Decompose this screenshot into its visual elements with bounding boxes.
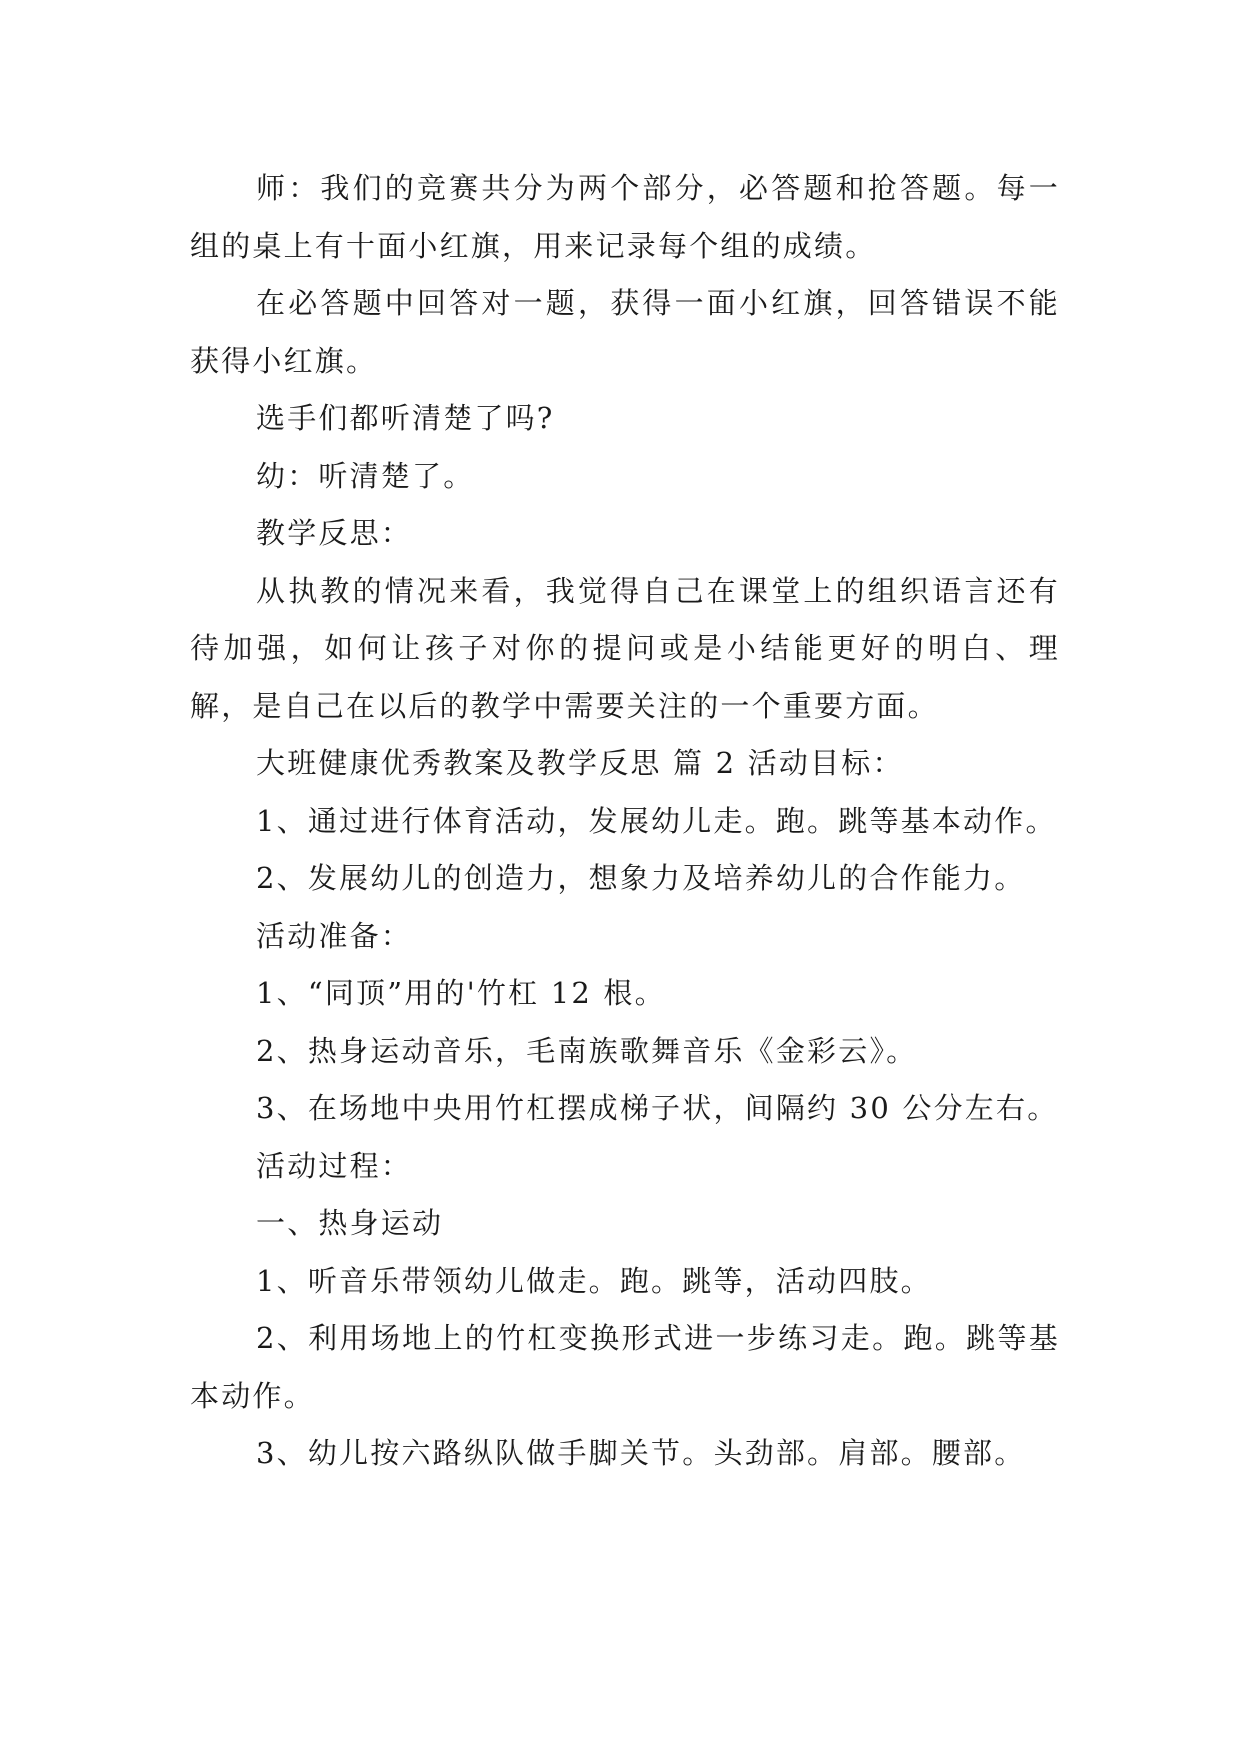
- list-item-warm-up-3: 3、幼儿按六路纵队做手脚关节。头劲部。肩部。腰部。: [256, 1436, 1026, 1470]
- list-item-preparation-2: 2、热身运动音乐，毛南族歌舞音乐《金彩云》。: [256, 1033, 918, 1068]
- heading-activity-preparation: 活动准备：: [256, 918, 413, 953]
- paragraph-children-answer: 幼：听清楚了。: [256, 458, 475, 493]
- heading-warm-up: 一、热身运动: [256, 1206, 444, 1240]
- list-item-goal-2: 2、发展幼儿的创造力，想象力及培养幼儿的合作能力。: [256, 861, 1026, 895]
- list-item-warm-up-1: 1、听音乐带领幼儿做走。跑。跳等，活动四肢。: [256, 1263, 932, 1298]
- heading-lesson-2-goals: 大班健康优秀教案及教学反思 篇 2 活动目标：: [256, 746, 904, 780]
- document-body: [190, 160, 1060, 1483]
- list-item-preparation-3: 3、在场地中央用竹杠摆成梯子状，间隔约 30 公分左右。: [256, 1091, 1059, 1125]
- heading-teaching-reflection: 教学反思：: [256, 516, 413, 550]
- paragraph-required-questions: 在必答题中回答对一题，获得一面小红旗，回答错误不能获得小红旗。: [190, 286, 1060, 378]
- list-item-goal-1: 1、通过进行体育活动，发展幼儿走。跑。跳等基本动作。: [256, 803, 1057, 838]
- paragraph-rules-intro: 师：我们的竞赛共分为两个部分，必答题和抢答题。每一组的桌上有十面小红旗，用来记录每个组的成绩。: [190, 171, 1060, 263]
- list-item-preparation-1: 1、“同顶”用的'竹杠 12 根。: [256, 976, 666, 1010]
- paragraph-reflection-text: 从执教的情况来看，我觉得自己在课堂上的组织语言还有待加强，如何让孩子对你的提问或是小结能更好的明白、理解，是自己在以后的教学中需要关注的一个重要方面。: [190, 573, 1060, 723]
- paragraph-teacher-question: 选手们都听清楚了吗?: [256, 401, 555, 435]
- heading-activity-process: 活动过程：: [256, 1148, 413, 1183]
- list-item-warm-up-2: 2、利用场地上的竹杠变换形式进一步练习走。跑。跳等基本动作。: [190, 1321, 1060, 1413]
